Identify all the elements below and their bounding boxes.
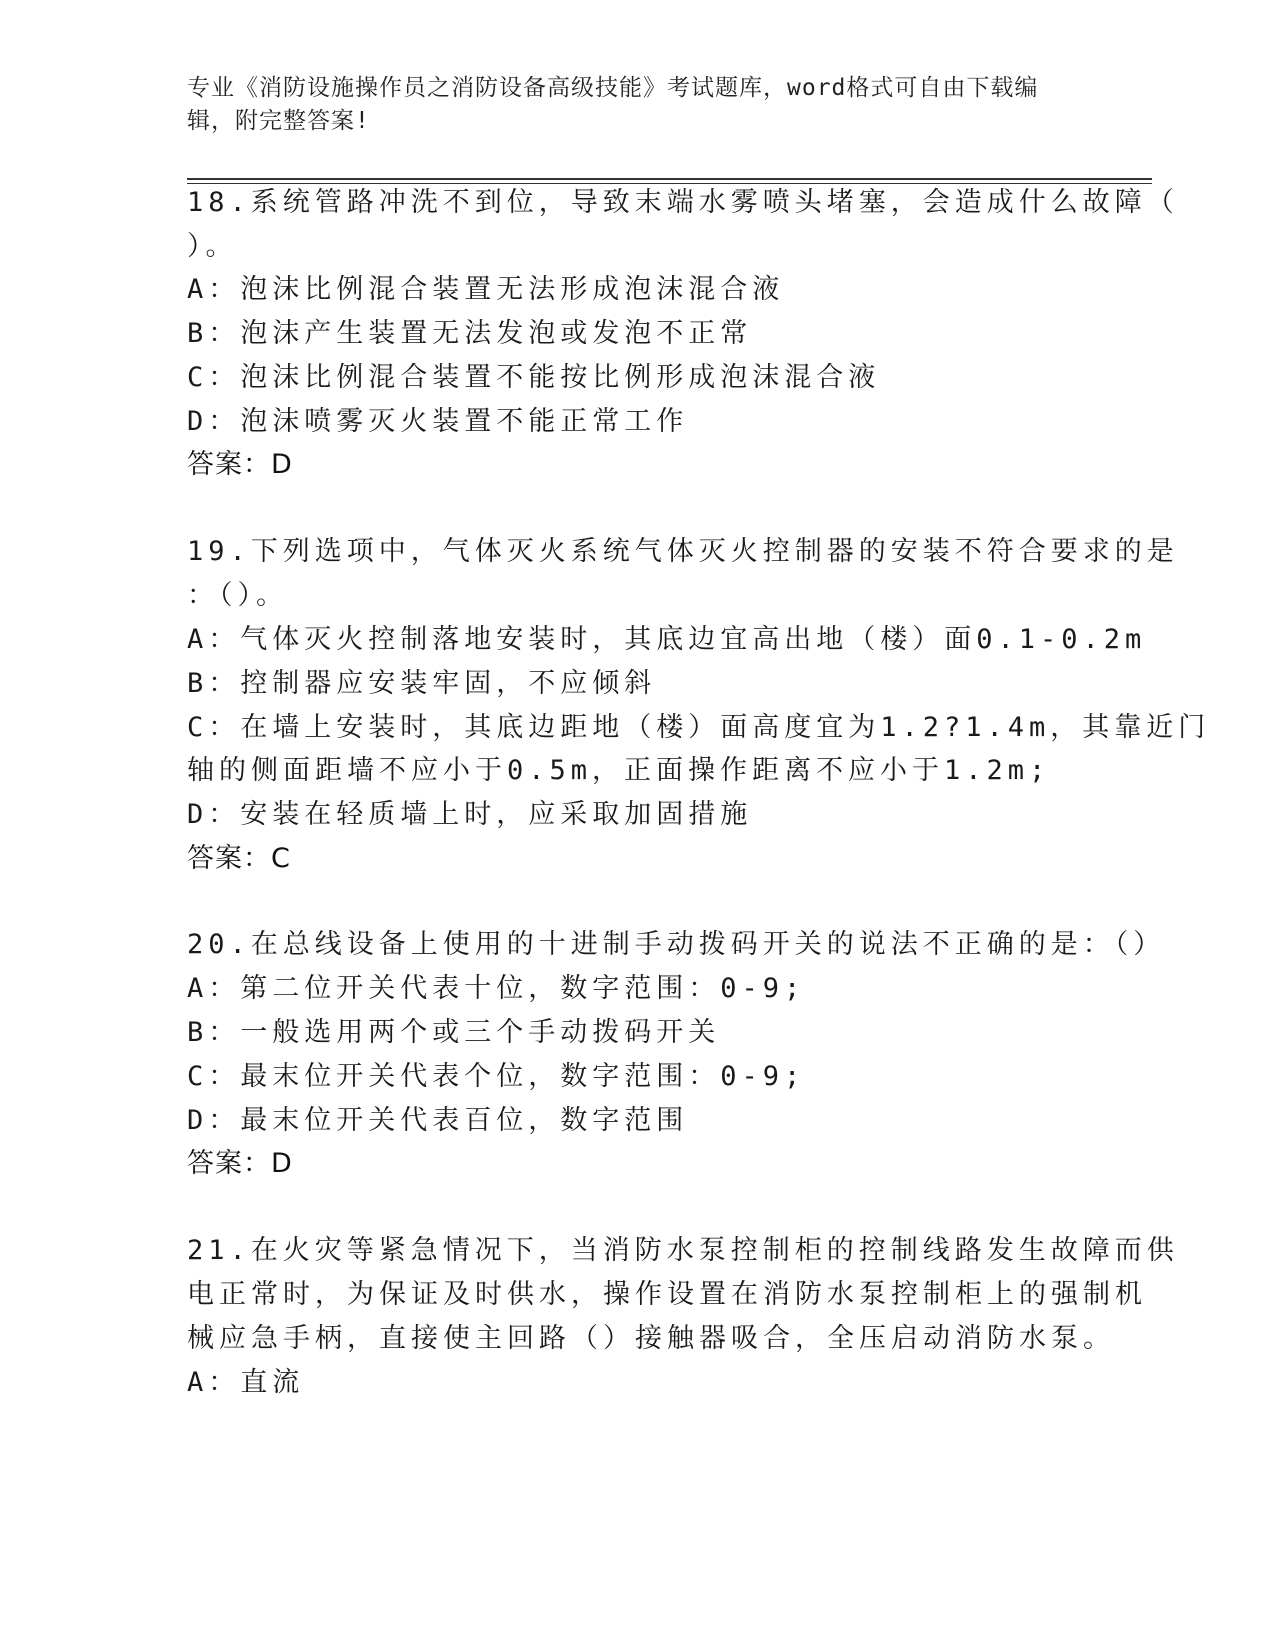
header-divider-thin xyxy=(187,183,1152,184)
question-19-stem-line-2: ：（）。 xyxy=(187,580,288,611)
question-19-option-b: B：控制器应安装牢固，不应倾斜 xyxy=(187,668,657,699)
question-20-answer: 答案：D xyxy=(187,1148,293,1179)
question-20-option-c: C：最末位开关代表个位，数字范围：0-9; xyxy=(187,1061,806,1092)
question-20-option-b: B：一般选用两个或三个手动拨码开关 xyxy=(187,1017,721,1048)
question-20-option-d: D：最末位开关代表百位，数字范围 xyxy=(187,1105,689,1136)
question-19-option-d: D：安装在轻质墙上时，应采取加固措施 xyxy=(187,799,753,830)
header-line-2: 辑，附完整答案! xyxy=(187,108,370,134)
question-18-option-a: A：泡沫比例混合装置无法形成泡沫混合液 xyxy=(187,274,785,305)
document-header xyxy=(187,72,1087,138)
question-20-stem: 20.在总线设备上使用的十进制手动拨码开关的说法不正确的是：（） xyxy=(187,929,1166,960)
question-19-option-a: A：气体灭火控制落地安装时，其底边宜高出地（楼）面0.1-0.2m xyxy=(187,624,1147,655)
question-19-option-c-line-2: 轴的侧面距墙不应小于0.5m，正面操作距离不应小于1.2m; xyxy=(187,755,1051,786)
question-18-option-c: C：泡沫比例混合装置不能按比例形成泡沫混合液 xyxy=(187,362,881,393)
question-18-answer: 答案：D xyxy=(187,449,293,480)
question-21-stem-line-3: 械应急手柄，直接使主回路（）接触器吸合，全压启动消防水泵。 xyxy=(187,1323,1115,1354)
question-18-option-d: D：泡沫喷雾灭火装置不能正常工作 xyxy=(187,406,689,437)
question-20-option-a: A：第二位开关代表十位，数字范围：0-9; xyxy=(187,973,806,1004)
header-divider-thick xyxy=(187,178,1152,180)
question-18-stem-line-2: ）。 xyxy=(187,231,238,262)
header-line-1: 专业《消防设施操作员之消防设备高级技能》考试题库，word格式可自由下载编 xyxy=(187,75,1039,101)
question-19-option-c-line-1: C：在墙上安装时，其底边距地（楼）面高度宜为1.2?1.4m，其靠近门 xyxy=(187,712,1211,743)
question-18-stem-line-1: 18.系统管路冲洗不到位，导致末端水雾喷头堵塞，会造成什么故障（ xyxy=(187,187,1179,218)
question-18-option-b: B：泡沫产生装置无法发泡或发泡不正常 xyxy=(187,318,753,349)
question-19-stem-line-1: 19.下列选项中，气体灭火系统气体灭火控制器的安装不符合要求的是 xyxy=(187,536,1179,567)
question-21-option-a: A：直流 xyxy=(187,1367,305,1398)
question-21-stem-line-2: 电正常时，为保证及时供水，操作设置在消防水泵控制柜上的强制机 xyxy=(187,1279,1147,1310)
question-19-answer: 答案：C xyxy=(187,843,291,874)
question-21-stem-line-1: 21.在火灾等紧急情况下，当消防水泵控制柜的控制线路发生故障而供 xyxy=(187,1235,1179,1266)
